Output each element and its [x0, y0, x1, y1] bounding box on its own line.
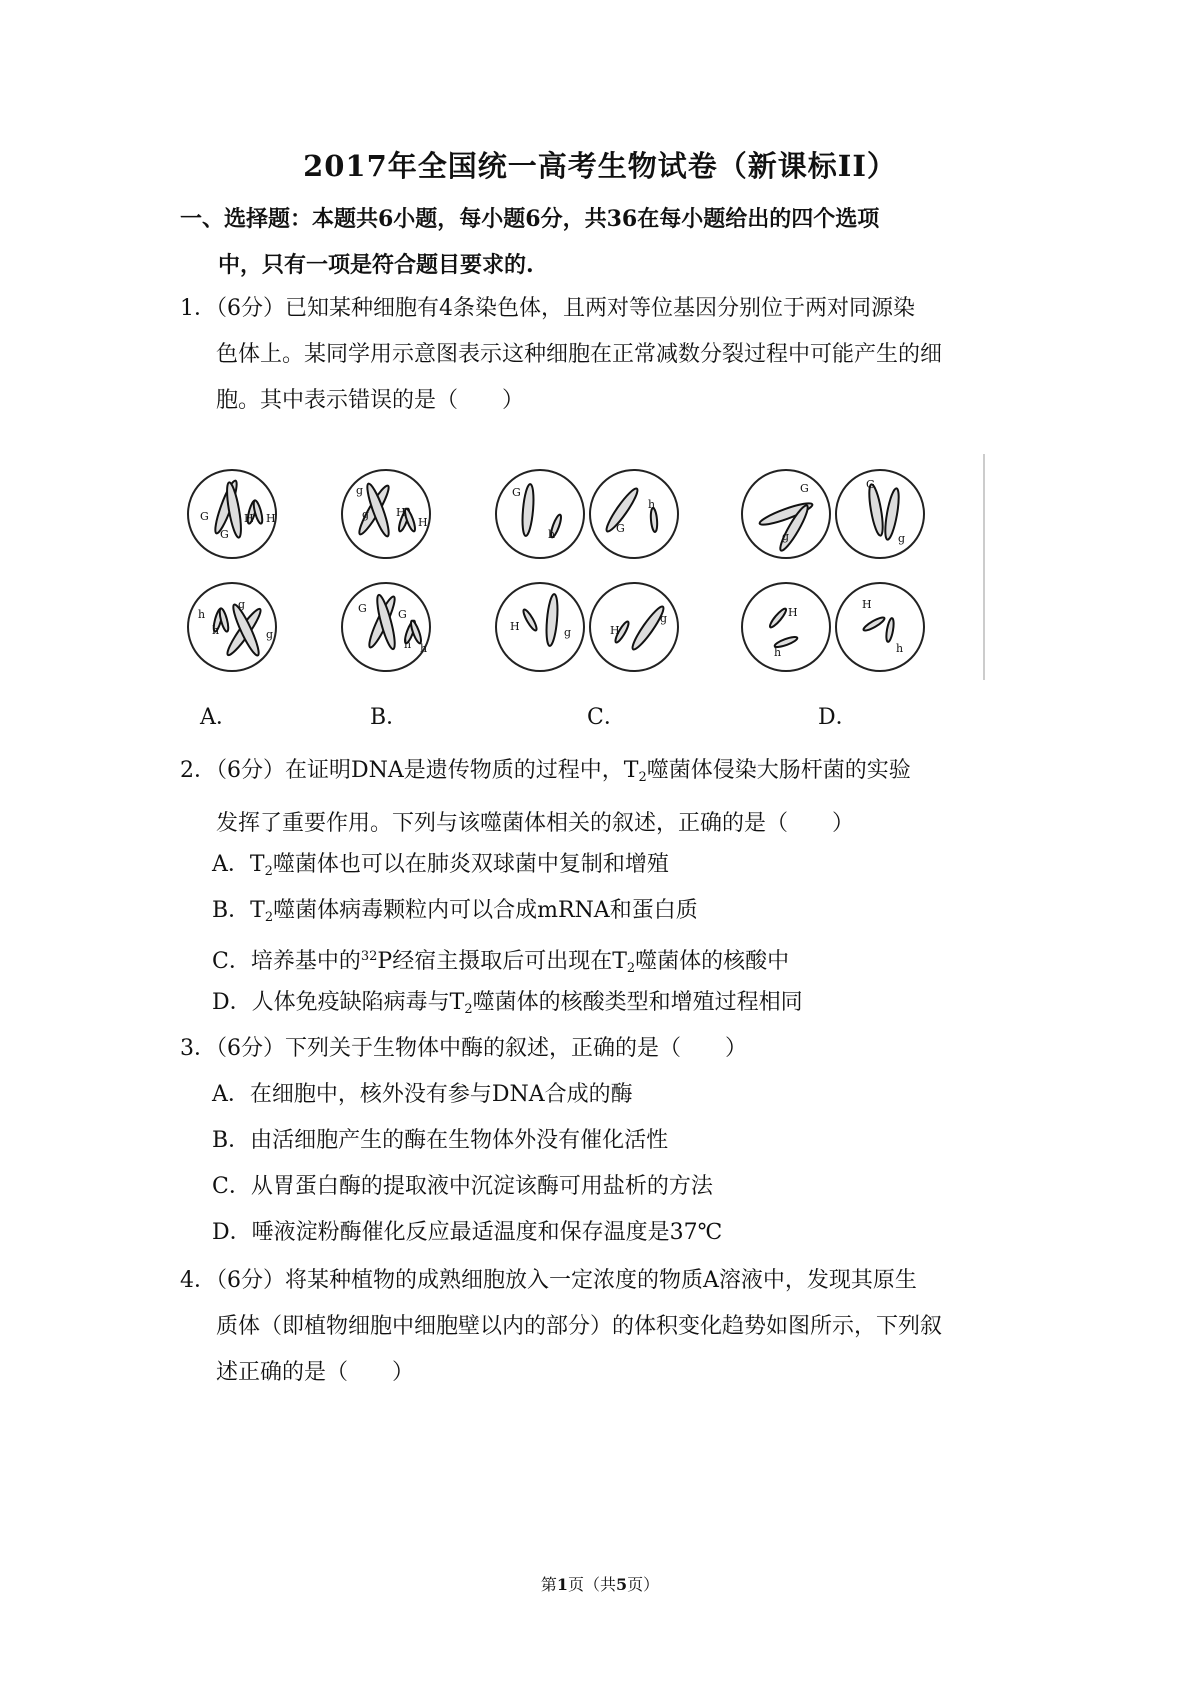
question-3-option-d: D．唾液淀粉酶催化反应最适温度和保存温度是37℃ [212, 1220, 723, 1245]
figure-label-d: D． [818, 705, 858, 730]
gene-label-g: G [358, 602, 367, 615]
question-2 [180, 748, 1032, 847]
question-2-option-c: C．培养基中的$^{32}$P经宿主摄取后可出现在$T_2$噬菌体的核酸中 [212, 949, 790, 976]
page-total: 5 [616, 1575, 628, 1594]
gene-label-g: g [660, 612, 668, 625]
cell-c-1 [496, 470, 584, 558]
question-3 [180, 1026, 1032, 1072]
figure-label-c: C． [587, 705, 626, 730]
cell-c-4 [590, 583, 678, 671]
gene-label-h: h [420, 642, 428, 655]
figure-label-b: B． [370, 705, 409, 730]
section-heading-line2: 中，只有一项是符合题目要求的. [218, 252, 534, 278]
gene-label-h: H [510, 620, 520, 633]
gene-label-g: G [866, 478, 875, 491]
question-4-line2: 质体（即植物细胞中细胞壁以内的部分）的体积变化趋势如图所示，下列叙 [216, 1314, 943, 1339]
gene-label-h: h [212, 624, 220, 637]
gene-label-g: g [782, 530, 790, 543]
gene-label-g: g [266, 628, 274, 641]
gene-label-h: H [396, 506, 406, 519]
cell-c-2 [590, 470, 678, 558]
question-2-option-b: B．$T_2$噬菌体病毒颗粒内可以合成mRNA和蛋白质 [212, 898, 698, 925]
gene-label-g: G [220, 528, 229, 541]
gene-label-g: g [564, 626, 572, 639]
gene-label-h: h [896, 642, 904, 655]
gene-label-g: G [398, 608, 407, 621]
chromosome-diagram [186, 452, 986, 682]
question-3-line1: 3．（6分）下列关于生物体中酶的叙述，正确的是（ ） [180, 1036, 747, 1061]
gene-label-g: g [238, 598, 246, 611]
gene-label-g: G [616, 522, 625, 535]
question-4-line3: 述正确的是（ ） [216, 1360, 415, 1385]
gene-label-h: H [862, 598, 872, 611]
cell-d-4 [836, 583, 924, 671]
figure-label-a: A． [200, 705, 238, 730]
page-footer: 第1页（共5页） [540, 1575, 660, 1594]
gene-label-h: H [244, 512, 254, 525]
gene-label-h: H [610, 624, 620, 637]
page-title: 2017年全国统一高考生物试卷（新课标II） [303, 149, 897, 183]
question-4 [180, 1258, 1032, 1396]
gene-label-h: H [266, 512, 276, 525]
question-3-option-b: B．由活细胞产生的酶在生物体外没有催化活性 [212, 1128, 669, 1153]
question-1-figure [186, 452, 986, 682]
question-1-line2: 色体上。某同学用示意图表示这种细胞在正常减数分裂过程中可能产生的细 [216, 342, 943, 367]
gene-label-h: h [774, 646, 782, 659]
cell-d-3 [742, 583, 830, 671]
gene-label-g: g [362, 508, 370, 521]
gene-label-h: H [788, 606, 798, 619]
gene-label-h: h [548, 528, 556, 541]
question-1-line1: 1．（6分）已知某种细胞有4条染色体，且两对等位基因分别位于两对同源染 [180, 296, 915, 321]
question-4-line1: 4．（6分）将某种植物的成熟细胞放入一定浓度的物质A溶液中，发现其原生 [180, 1268, 917, 1293]
gene-label-h: h [198, 608, 206, 621]
gene-label-h: h [648, 498, 656, 511]
gene-label-h: H [418, 516, 428, 529]
gene-label-h: h [404, 638, 412, 651]
question-1-line3: 胞。其中表示错误的是（ ） [216, 388, 525, 413]
question-2-line2: 发挥了重要作用。下列与该噬菌体相关的叙述，正确的是（ ） [216, 811, 855, 836]
gene-label-g: G [800, 482, 809, 495]
gene-label-g: g [898, 532, 906, 545]
question-3-option-c: C．从胃蛋白酶的提取液中沉淀该酶可用盐析的方法 [212, 1174, 713, 1199]
page-number: 1 [556, 1575, 568, 1594]
cell-a-bottom [188, 583, 276, 671]
question-2-line1: 2．（6分）在证明DNA是遗传物质的过程中，$T_2$噬菌体侵染大肠杆菌的实验 [180, 758, 911, 785]
section-heading [180, 196, 1030, 288]
question-2-option-a: A．$T_2$噬菌体也可以在肺炎双球菌中复制和增殖 [212, 852, 669, 879]
question-2-option-d: D．人体免疫缺陷病毒与$T_2$噬菌体的核酸类型和增殖过程相同 [212, 990, 803, 1017]
section-heading-line1: 一、选择题：本题共6小题，每小题6分，共36在每小题给出的四个选项 [180, 206, 880, 232]
question-3-option-a: A．在细胞中，核外没有参与DNA合成的酶 [212, 1082, 633, 1107]
question-1 [180, 286, 1032, 424]
gene-label-g: G [512, 486, 521, 499]
gene-label-g: G [200, 510, 209, 523]
gene-label-g: g [356, 484, 364, 497]
